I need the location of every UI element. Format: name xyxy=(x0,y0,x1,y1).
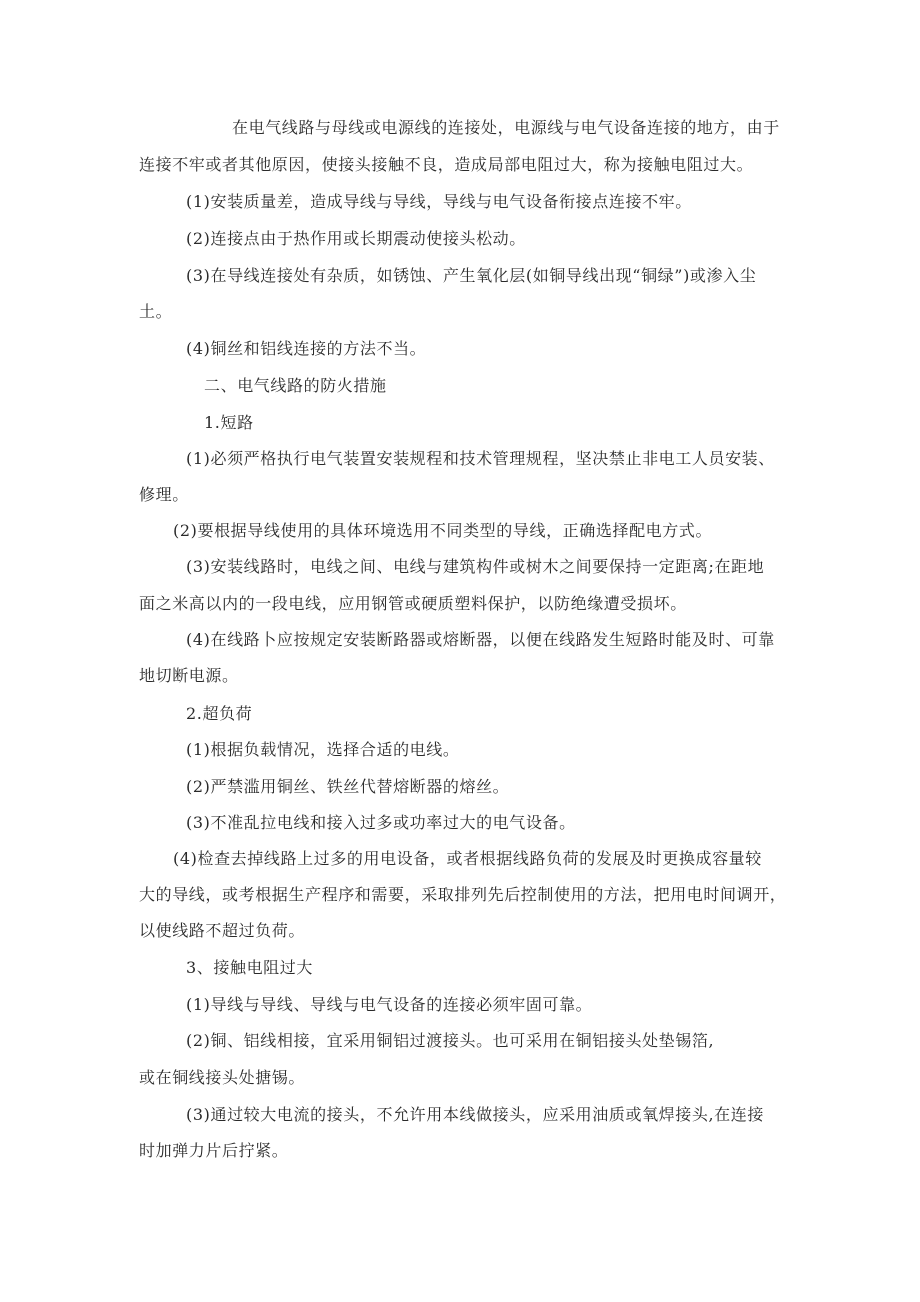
text-line: (1)必须严格执行电气装置安装规程和技术管理规程，坚决禁止非电工人员安装、 xyxy=(186,449,775,468)
text-line: 或在铜线接头处搪锡。 xyxy=(139,1068,306,1087)
text-line: (1)安装质量差，造成导线与导线，导线与电气设备衔接点连接不牢。 xyxy=(186,192,692,211)
subsection-heading: 2.超负荷 xyxy=(186,704,253,723)
text-line: 修理。 xyxy=(139,485,189,504)
text-line: (3)不准乱拉电线和接入过多或功率过大的电气设备。 xyxy=(186,813,576,832)
subsection-heading: 3、接触电阻过大 xyxy=(186,958,313,977)
text-line: (4)在线路卜应按规定安装断路器或熔断器，以便在线路发生短路时能及时、可靠 xyxy=(186,630,775,649)
text-line: (2)铜、铝线相接，宜采用铜铝过渡接头。也可采用在铜铝接头处垫锡箔, xyxy=(186,1031,715,1050)
text-line: 地切断电源。 xyxy=(139,666,239,685)
text-line: (3)在导线连接处有杂质，如锈蚀、产生氧化层(如铜导线出现“铜绿”)或渗入尘 xyxy=(186,266,757,285)
text-line: 在电气线路与母线或电源线的连接处，电源线与电气设备连接的地方，由于 xyxy=(232,118,780,137)
text-line: (3)通过较大电流的接头，不允许用本线做接头，应采用油质或氧焊接头,在连接 xyxy=(186,1105,764,1124)
text-line: (4)检查去掉线路上过多的用电设备，或者根据线路负荷的发展及时更换成容量较 xyxy=(173,849,762,868)
text-line: 大的导线，或考根据生产程序和需要，采取排列先后控制使用的方法，把用电时间调开， xyxy=(139,885,787,904)
text-line: (1)根据负载情况，选择合适的电线。 xyxy=(186,740,460,759)
text-line: 以使线路不超过负荷。 xyxy=(139,921,306,940)
text-line: (2)连接点由于热作用或长期震动使接头松动。 xyxy=(186,229,526,248)
text-line: (2)严禁滥用铜丝、铁丝代替熔断器的熔丝。 xyxy=(186,777,510,796)
text-line: (3)安装线路时，电线之间、电线与建筑构件或树木之间要保持一定距离;在距地 xyxy=(186,557,765,576)
section-heading: 二、电气线路的防火措施 xyxy=(204,376,387,395)
text-line: 面之米高以内的一段电线，应用钢管或硬质塑料保护，以防绝缘遭受损坏。 xyxy=(139,594,687,613)
text-line: (4)铜丝和铝线连接的方法不当。 xyxy=(186,339,427,358)
text-line: 连接不牢或者其他原因，使接头接触不良，造成局部电阻过大，称为接触电阻过大。 xyxy=(139,155,754,174)
text-line: (1)导线与导线、导线与电气设备的连接必须牢固可靠。 xyxy=(186,995,593,1014)
text-line: (2)要根据导线使用的具体环境选用不同类型的导线，正确选择配电方式。 xyxy=(173,521,713,540)
subsection-heading: 1.短路 xyxy=(204,413,254,432)
text-line: 时加弹力片后拧紧。 xyxy=(139,1141,289,1160)
text-line: 土。 xyxy=(139,302,173,321)
